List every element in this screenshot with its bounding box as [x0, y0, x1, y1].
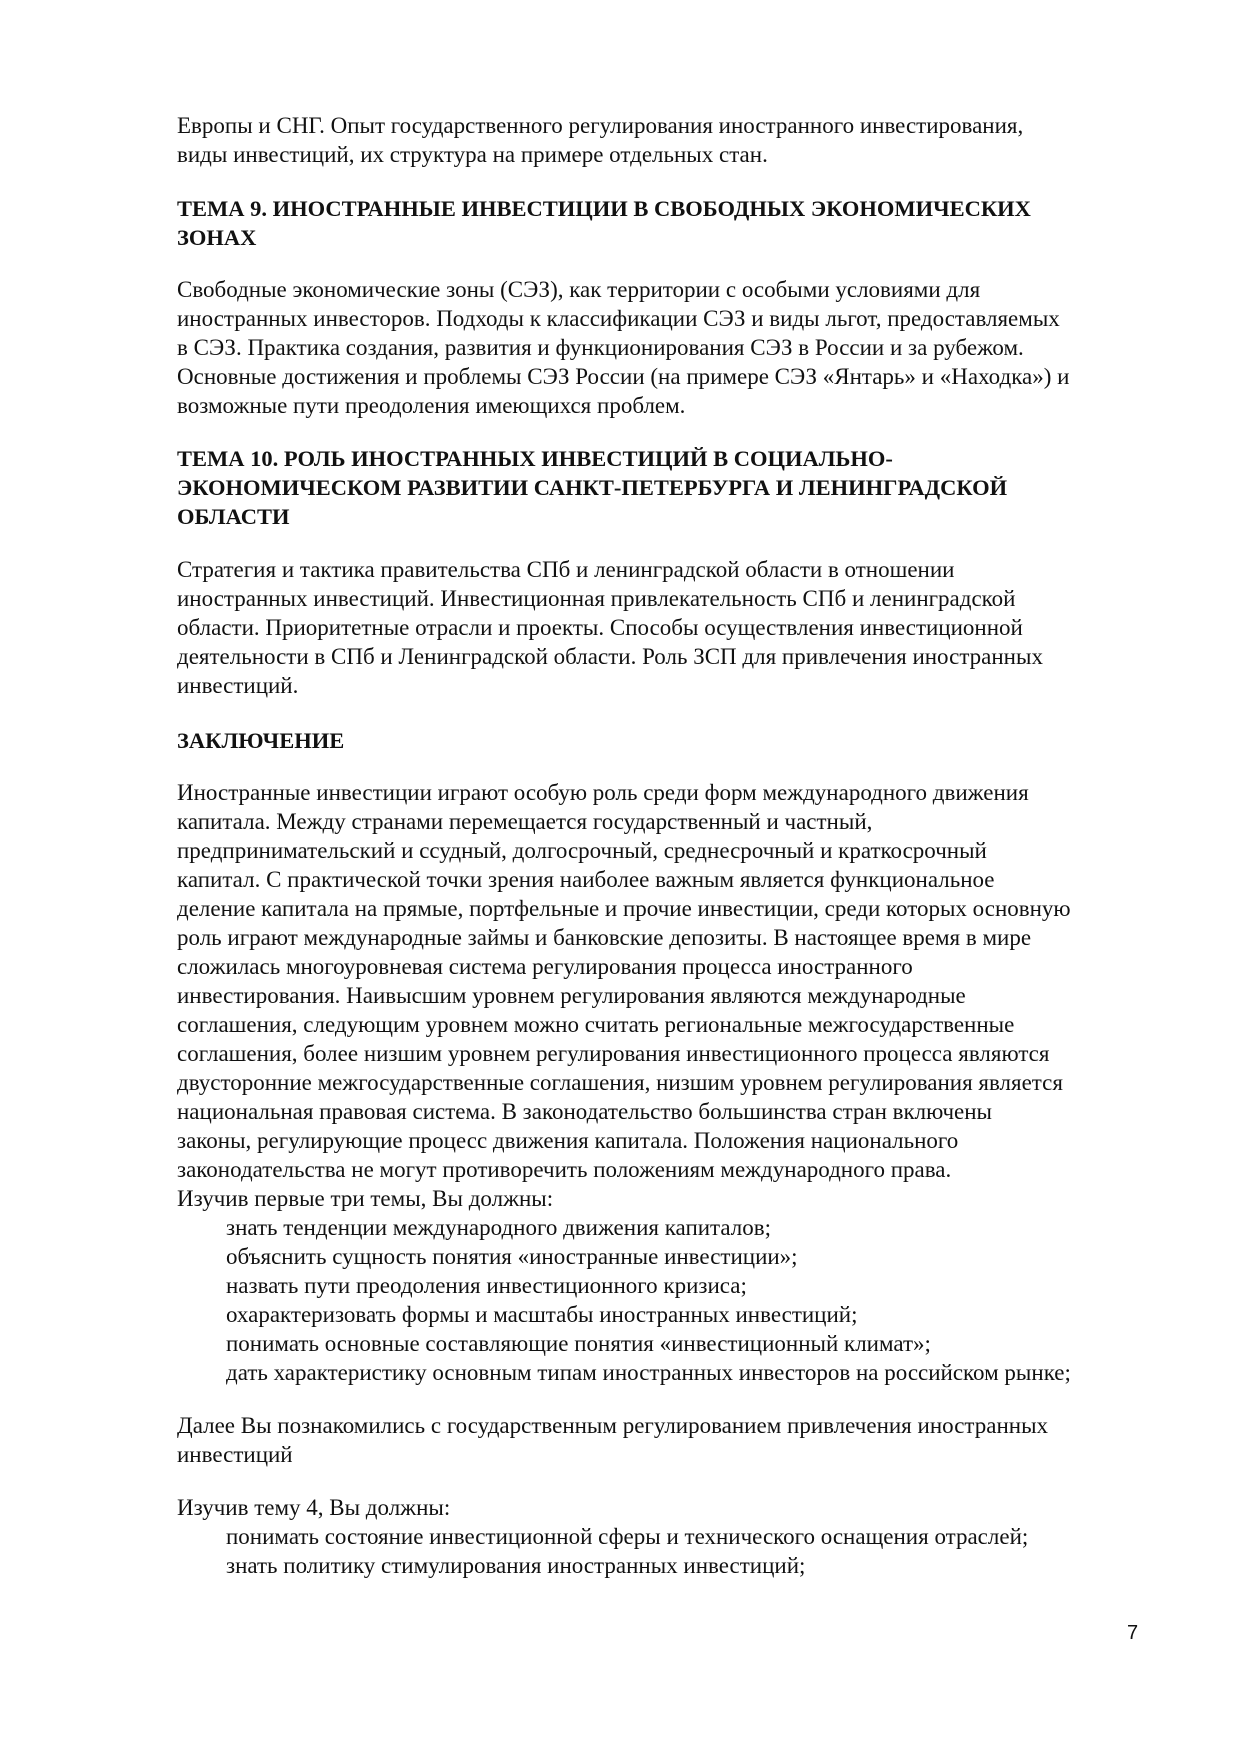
body-line: иностранных инвестиций. Инвестиционная привлекательность СПб и ленинградской: [177, 586, 1016, 611]
body-line: законы, регулирующие процесс движения капитала. Положения национального: [177, 1128, 959, 1153]
conclusion-paragraph: [177, 778, 1163, 1184]
outcome-item: понимать основные составляющие понятия «инвестиционный климат»;: [226, 1331, 931, 1356]
body-line: капитал. С практической точки зрения наиболее важным является функциональное: [177, 867, 995, 892]
outcome-item: охарактеризовать формы и масштабы иностранных инвестиций;: [226, 1302, 858, 1327]
outcome-item: понимать состояние инвестиционной сферы и технического оснащения отраслей;: [226, 1524, 1029, 1549]
topic4-outcomes: [177, 1493, 1163, 1580]
body-line: Далее Вы познакомились с государственным регулированием привлечения иностранных: [177, 1413, 1049, 1438]
body-line: инвестирования. Наивысшим уровнем регулирования являются международные: [177, 983, 966, 1008]
intro-line: Европы и СНГ. Опыт государственного регулирования иностранного инвестирования,: [177, 113, 1024, 138]
body-line: деятельности в СПб и Ленинградской области. Роль ЗСП для привлечения иностранных: [177, 644, 1043, 669]
body-line: сложилась многоуровневая система регулирования процесса иностранного: [177, 954, 913, 979]
body-line: Стратегия и тактика правительства СПб и ленинградской области в отношении: [177, 557, 955, 582]
body-line: соглашения, более низшим уровнем регулирования инвестиционного процесса являются: [177, 1041, 1050, 1066]
outcome-item: объяснить сущность понятия «иностранные инвестиции»;: [226, 1244, 798, 1269]
body-line: Иностранные инвестиции играют особую роль среди форм международного движения: [177, 780, 1029, 805]
further-paragraph: [177, 1411, 1163, 1469]
outcome-item: знать тенденции международного движения капиталов;: [226, 1215, 772, 1240]
body-line: Основные достижения и проблемы СЭЗ России (на примере СЭЗ «Янтарь» и «Находка») и: [177, 364, 1070, 389]
body-line: законодательства не могут противоречить положениям международного права.: [177, 1157, 952, 1182]
outcome-item: назвать пути преодоления инвестиционного кризиса;: [226, 1273, 747, 1298]
first-three-topics-outcomes: [177, 1184, 1163, 1387]
heading-line: ТЕМА 9. ИНОСТРАННЫЕ ИНВЕСТИЦИИ В СВОБОДНЫХ ЭКОНОМИЧЕСКИХ: [177, 196, 1031, 221]
body-line: деление капитала на прямые, портфельные и прочие инвестиции, среди которых основную: [177, 896, 1071, 921]
body-line: соглашения, следующим уровнем можно считать региональные межгосударственные: [177, 1012, 1015, 1037]
outcomes-intro: Изучив первые три темы, Вы должны:: [177, 1186, 554, 1211]
outcome-item: знать политику стимулирования иностранных инвестиций;: [226, 1553, 806, 1578]
topic9-paragraph: [177, 275, 1163, 420]
body-line: двусторонние межгосударственные соглашения, низшим уровнем регулирования является: [177, 1070, 1063, 1095]
heading-line: ЗОНАХ: [177, 225, 257, 250]
heading-line: ОБЛАСТИ: [177, 504, 290, 529]
intro-line: виды инвестиций, их структура на примере отдельных стан.: [177, 142, 768, 167]
topic10-heading: [177, 444, 1163, 531]
body-line: иностранных инвесторов. Подходы к классификации СЭЗ и виды льгот, предоставляемых: [177, 306, 1060, 331]
page-number: 7: [1127, 1622, 1139, 1644]
heading-line: ТЕМА 10. РОЛЬ ИНОСТРАННЫХ ИНВЕСТИЦИЙ В СОЦИАЛЬНО-: [177, 446, 893, 471]
body-line: в СЭЗ. Практика создания, развития и функционирования СЭЗ в России и за рубежом.: [177, 335, 1024, 360]
heading-line: ЭКОНОМИЧЕСКОМ РАЗВИТИИ САНКТ-ПЕТЕРБУРГА И ЛЕНИНГРАДСКОЙ: [177, 475, 1008, 500]
body-line: возможные пути преодоления имеющихся проблем.: [177, 393, 686, 418]
body-line: национальная правовая система. В законодательство большинства стран включены: [177, 1099, 992, 1124]
body-line: инвестиций.: [177, 673, 299, 698]
outcome-item: дать характеристику основным типам иностранных инвесторов на российском рынке;: [226, 1360, 1071, 1385]
topic9-heading: [177, 194, 1163, 252]
body-line: роль играют международные займы и банковские депозиты. В настоящее время в мире: [177, 925, 1032, 950]
body-line: области. Приоритетные отрасли и проекты. Способы осуществления инвестиционной: [177, 615, 1023, 640]
body-line: Свободные экономические зоны (СЭЗ), как территории с особыми условиями для: [177, 277, 981, 302]
body-line: предпринимательский и ссудный, долгосрочный, среднесрочный и краткосрочный: [177, 838, 987, 863]
conclusion-heading: ЗАКЛЮЧЕНИЕ: [177, 728, 345, 753]
body-line: капитала. Между странами перемещается государственный и частный,: [177, 809, 873, 834]
document-page: [177, 111, 1163, 1580]
body-line: инвестиций: [177, 1442, 293, 1467]
intro-paragraph: [177, 111, 1163, 169]
topic10-paragraph: [177, 555, 1163, 700]
outcomes-intro: Изучив тему 4, Вы должны:: [177, 1495, 451, 1520]
